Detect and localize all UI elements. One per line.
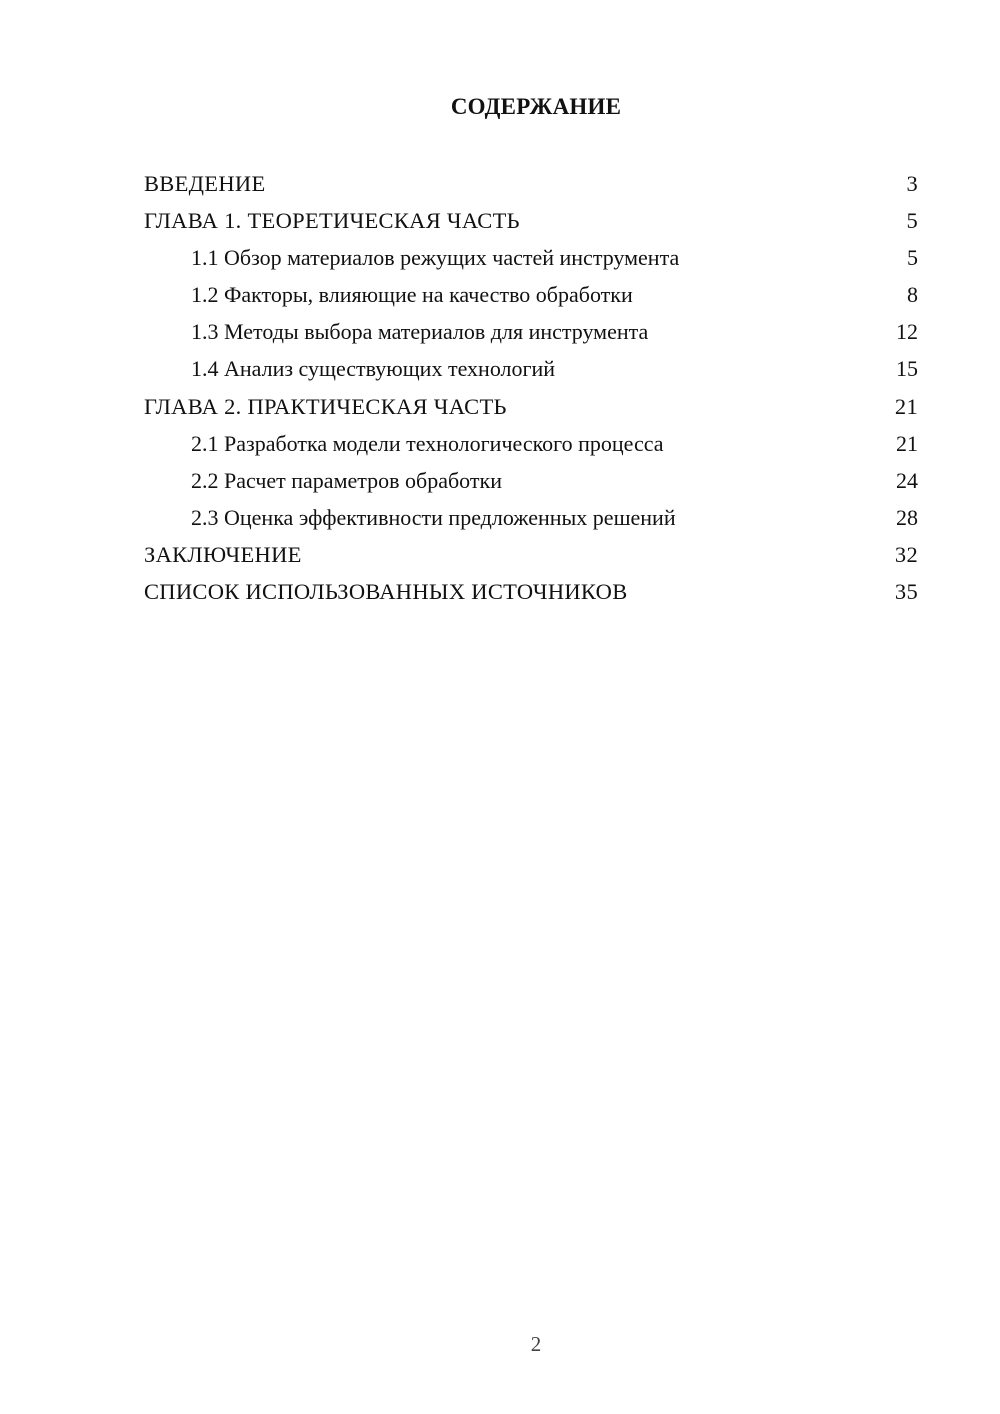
toc-entry-section-1-1 — [144, 239, 918, 276]
toc-entry-label: СПИСОК ИСПОЛЬЗОВАННЫХ ИСТОЧНИКОВ — [144, 579, 628, 605]
toc-entry-section-2-1 — [144, 425, 918, 462]
toc-entry-label: ГЛАВА 1. ТЕОРЕТИЧЕСКАЯ ЧАСТЬ — [144, 208, 520, 234]
toc-entry-section-2-3 — [144, 499, 918, 536]
toc-entry-section-1-4 — [144, 350, 918, 387]
toc-entry-label: ГЛАВА 2. ПРАКТИЧЕСКАЯ ЧАСТЬ — [144, 393, 507, 419]
toc-entry-section-1-2 — [144, 276, 918, 313]
toc-entry-page: 28 — [896, 504, 918, 530]
toc-entry-conclusion — [144, 536, 918, 573]
page-number: 2 — [530, 1332, 542, 1356]
toc-entry-page: 15 — [896, 356, 918, 382]
toc-entry-introduction — [144, 165, 918, 202]
toc-entry-page: 3 — [906, 171, 918, 196]
toc-entry-label: 2.2 Расчет параметров обработки — [191, 467, 502, 493]
toc-entry-label: 1.1 Обзор материалов режущих частей инструмента — [191, 245, 680, 271]
toc-entry-page: 5 — [907, 245, 918, 271]
toc-entry-section-2-2 — [144, 462, 918, 499]
toc-entry-label: ВВЕДЕНИЕ — [144, 171, 266, 196]
toc-entry-references — [144, 573, 918, 610]
toc-entry-label: 2.3 Оценка эффективности предложенных решений — [191, 504, 676, 530]
toc-entry-label: 1.2 Факторы, влияющие на качество обработки — [191, 282, 633, 308]
toc-entry-page: 12 — [896, 319, 918, 345]
toc-entry-page: 8 — [907, 282, 918, 308]
toc-entry-page: 21 — [896, 430, 918, 456]
toc-entry-label: ЗАКЛЮЧЕНИЕ — [144, 541, 302, 567]
toc-entry-page: 35 — [894, 579, 918, 605]
toc-entry-page: 24 — [896, 467, 918, 493]
toc-entry-label: 1.3 Методы выбора материалов для инструмента — [191, 319, 649, 345]
page-title: СОДЕРЖАНИЕ — [450, 94, 622, 119]
toc-entry-chapter-1 — [144, 202, 918, 239]
toc-entry-page: 32 — [894, 541, 918, 567]
toc-entry-chapter-2 — [144, 388, 918, 425]
toc-entry-page: 5 — [906, 208, 918, 234]
toc-entry-label: 1.4 Анализ существующих технологий — [191, 356, 556, 382]
toc-entry-label: 2.1 Разработка модели технологического процесса — [191, 430, 664, 456]
toc-entry-section-1-3 — [144, 313, 918, 350]
toc-entry-page: 21 — [894, 393, 918, 419]
table-of-contents — [144, 165, 918, 610]
